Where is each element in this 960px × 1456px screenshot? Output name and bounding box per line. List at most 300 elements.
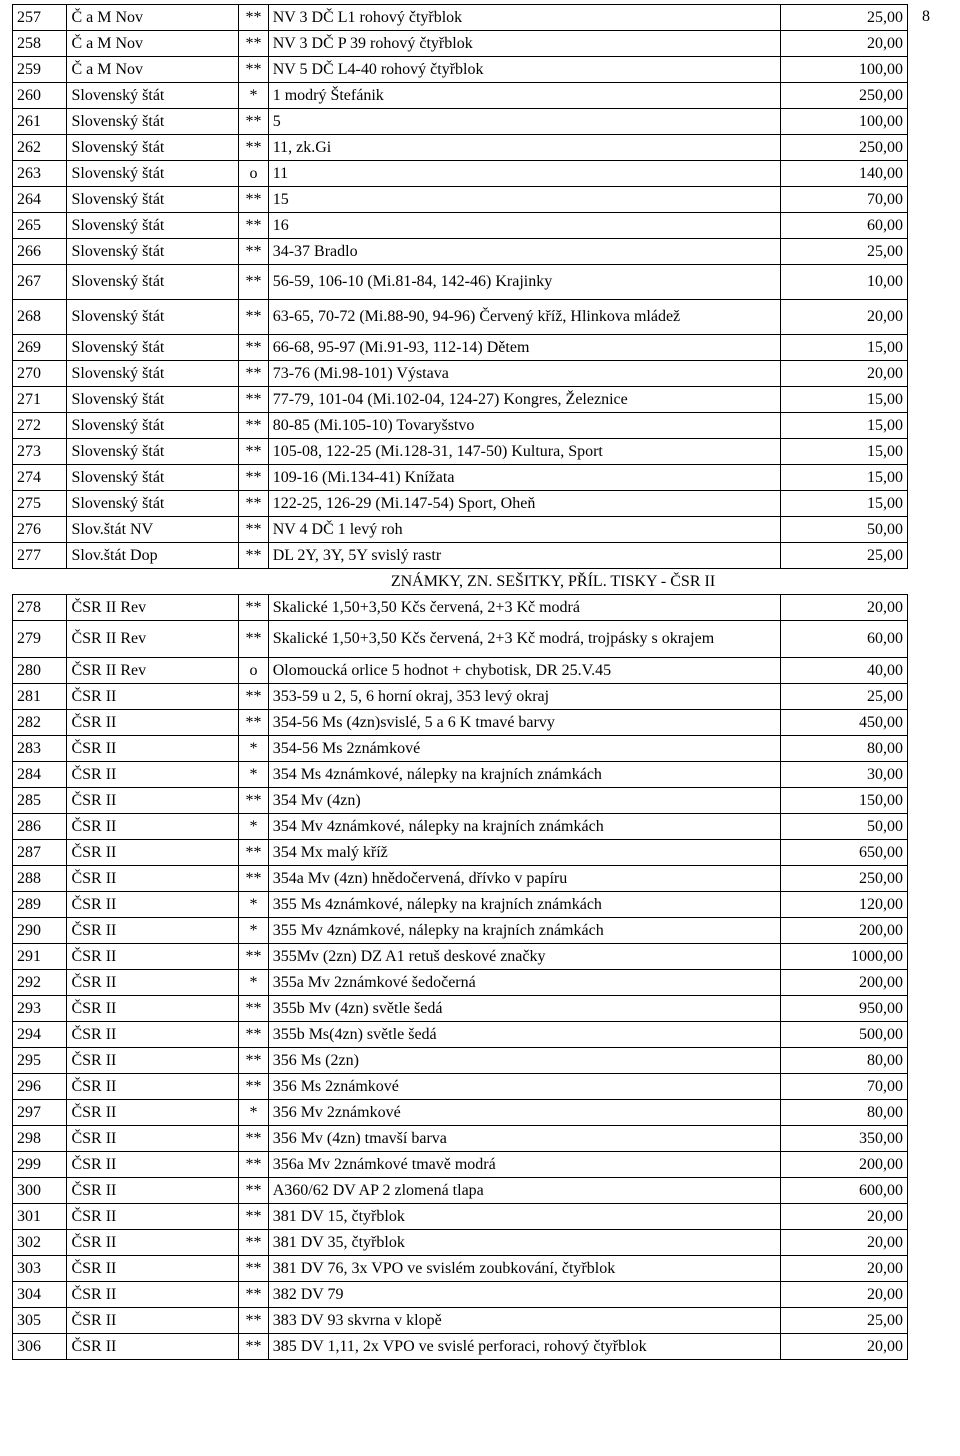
description-cell: 15: [268, 187, 780, 213]
description-cell: 385 DV 1,11, 2x VPO ve svislé perforaci, rohový čtyřblok: [268, 1334, 780, 1360]
country-cell: ČSR II Rev: [67, 595, 239, 621]
section-heading: ZNÁMKY, ZN. SEŠITKY, PŘÍL. TISKY - ČSR II: [13, 569, 908, 595]
lot-number-cell: 257: [13, 5, 67, 31]
description-cell: 63-65, 70-72 (Mi.88-90, 94-96) Červený kříž, Hlinkova mládež: [268, 300, 780, 335]
country-cell: ČSR II: [67, 944, 239, 970]
lot-number-cell: 283: [13, 736, 67, 762]
lot-number-cell: 298: [13, 1126, 67, 1152]
condition-cell: o: [239, 161, 268, 187]
condition-cell: **: [239, 57, 268, 83]
table-row: [13, 1074, 908, 1100]
lot-number-cell: 284: [13, 762, 67, 788]
country-cell: Slov.štát NV: [67, 517, 239, 543]
table-row: [13, 387, 908, 413]
lot-number-cell: 285: [13, 788, 67, 814]
table-row: [13, 814, 908, 840]
lot-number-cell: 272: [13, 413, 67, 439]
price-cell: 250,00: [781, 866, 908, 892]
lot-number-cell: 299: [13, 1152, 67, 1178]
description-cell: NV 3 DČ L1 rohový čtyřblok: [268, 5, 780, 31]
lot-number-cell: 269: [13, 335, 67, 361]
description-cell: 11: [268, 161, 780, 187]
country-cell: ČSR II: [67, 1152, 239, 1178]
price-cell: 200,00: [781, 918, 908, 944]
description-cell: 1 modrý Štefánik: [268, 83, 780, 109]
price-cell: 15,00: [781, 335, 908, 361]
lot-number-cell: 287: [13, 840, 67, 866]
country-cell: Slovenský štát: [67, 465, 239, 491]
price-cell: 20,00: [781, 361, 908, 387]
condition-cell: **: [239, 187, 268, 213]
lot-number-cell: 293: [13, 996, 67, 1022]
description-cell: 353-59 u 2, 5, 6 horní okraj, 353 levý okraj: [268, 684, 780, 710]
lot-number-cell: 306: [13, 1334, 67, 1360]
description-cell: 356 Mv 2známkové: [268, 1100, 780, 1126]
price-cell: 15,00: [781, 387, 908, 413]
lot-number-cell: 260: [13, 83, 67, 109]
lot-number-cell: 302: [13, 1230, 67, 1256]
table-row: [13, 892, 908, 918]
lot-number-cell: 292: [13, 970, 67, 996]
lot-number-cell: 271: [13, 387, 67, 413]
condition-cell: **: [239, 1048, 268, 1074]
price-cell: 15,00: [781, 465, 908, 491]
condition-cell: *: [239, 918, 268, 944]
price-cell: 20,00: [781, 300, 908, 335]
table-row: [13, 465, 908, 491]
lot-number-cell: 288: [13, 866, 67, 892]
condition-cell: **: [239, 109, 268, 135]
condition-cell: **: [239, 1074, 268, 1100]
price-cell: 60,00: [781, 213, 908, 239]
price-cell: 80,00: [781, 736, 908, 762]
table-row: [13, 918, 908, 944]
description-cell: 354-56 Ms 2známkové: [268, 736, 780, 762]
price-cell: 450,00: [781, 710, 908, 736]
description-cell: 355b Ms(4zn) světle šedá: [268, 1022, 780, 1048]
country-cell: ČSR II: [67, 1022, 239, 1048]
table-row: [13, 109, 908, 135]
table-row: [13, 1282, 908, 1308]
country-cell: ČSR II: [67, 840, 239, 866]
catalog-body: [13, 5, 908, 1360]
country-cell: Č a M Nov: [67, 5, 239, 31]
table-row: [13, 57, 908, 83]
condition-cell: **: [239, 465, 268, 491]
country-cell: ČSR II: [67, 1334, 239, 1360]
price-cell: 80,00: [781, 1100, 908, 1126]
condition-cell: **: [239, 1334, 268, 1360]
price-cell: 25,00: [781, 684, 908, 710]
country-cell: Č a M Nov: [67, 31, 239, 57]
price-cell: 20,00: [781, 595, 908, 621]
country-cell: ČSR II: [67, 1256, 239, 1282]
table-row: [13, 736, 908, 762]
table-row: [13, 1152, 908, 1178]
condition-cell: **: [239, 1308, 268, 1334]
country-cell: ČSR II: [67, 1126, 239, 1152]
price-cell: 200,00: [781, 970, 908, 996]
lot-number-cell: 258: [13, 31, 67, 57]
lot-number-cell: 275: [13, 491, 67, 517]
condition-cell: **: [239, 517, 268, 543]
lot-number-cell: 281: [13, 684, 67, 710]
price-cell: 25,00: [781, 1308, 908, 1334]
description-cell: NV 3 DČ P 39 rohový čtyřblok: [268, 31, 780, 57]
price-cell: 20,00: [781, 1334, 908, 1360]
description-cell: 56-59, 106-10 (Mi.81-84, 142-46) Krajinky: [268, 265, 780, 300]
lot-number-cell: 261: [13, 109, 67, 135]
lot-number-cell: 291: [13, 944, 67, 970]
price-cell: 50,00: [781, 814, 908, 840]
condition-cell: **: [239, 944, 268, 970]
condition-cell: *: [239, 1100, 268, 1126]
catalog-table: [12, 4, 908, 1360]
table-row: [13, 1100, 908, 1126]
condition-cell: **: [239, 595, 268, 621]
price-cell: 60,00: [781, 621, 908, 658]
table-row: [13, 1022, 908, 1048]
price-cell: 10,00: [781, 265, 908, 300]
table-row: [13, 239, 908, 265]
table-row: [13, 788, 908, 814]
lot-number-cell: 276: [13, 517, 67, 543]
table-row: [13, 595, 908, 621]
table-row: [13, 684, 908, 710]
lot-number-cell: 267: [13, 265, 67, 300]
table-row: [13, 1126, 908, 1152]
condition-cell: *: [239, 892, 268, 918]
description-cell: 354 Ms 4známkové, nálepky na krajních známkách: [268, 762, 780, 788]
table-row: [13, 970, 908, 996]
description-cell: 381 DV 15, čtyřblok: [268, 1204, 780, 1230]
country-cell: Slovenský štát: [67, 413, 239, 439]
lot-number-cell: 259: [13, 57, 67, 83]
lot-number-cell: 289: [13, 892, 67, 918]
condition-cell: **: [239, 5, 268, 31]
country-cell: Slov.štát Dop: [67, 543, 239, 569]
lot-number-cell: 300: [13, 1178, 67, 1204]
condition-cell: **: [239, 1204, 268, 1230]
description-cell: 11, zk.Gi: [268, 135, 780, 161]
price-cell: 950,00: [781, 996, 908, 1022]
country-cell: ČSR II: [67, 814, 239, 840]
table-row: [13, 1048, 908, 1074]
country-cell: Slovenský štát: [67, 135, 239, 161]
condition-cell: *: [239, 736, 268, 762]
price-cell: 20,00: [781, 1282, 908, 1308]
condition-cell: *: [239, 762, 268, 788]
condition-cell: **: [239, 439, 268, 465]
description-cell: 382 DV 79: [268, 1282, 780, 1308]
lot-number-cell: 286: [13, 814, 67, 840]
price-cell: 20,00: [781, 31, 908, 57]
description-cell: 34-37 Bradlo: [268, 239, 780, 265]
lot-number-cell: 295: [13, 1048, 67, 1074]
table-row: [13, 866, 908, 892]
table-row: [13, 335, 908, 361]
condition-cell: **: [239, 788, 268, 814]
condition-cell: **: [239, 1282, 268, 1308]
condition-cell: **: [239, 387, 268, 413]
section-heading-row: [13, 569, 908, 595]
description-cell: 355Mv (2zn) DZ A1 retuš deskové značky: [268, 944, 780, 970]
table-row: [13, 413, 908, 439]
description-cell: 356 Mv (4zn) tmavší barva: [268, 1126, 780, 1152]
price-cell: 140,00: [781, 161, 908, 187]
country-cell: Slovenský štát: [67, 83, 239, 109]
condition-cell: **: [239, 996, 268, 1022]
country-cell: Slovenský štát: [67, 161, 239, 187]
condition-cell: **: [239, 1178, 268, 1204]
price-cell: 100,00: [781, 109, 908, 135]
price-cell: 80,00: [781, 1048, 908, 1074]
table-row: [13, 491, 908, 517]
country-cell: Slovenský štát: [67, 265, 239, 300]
country-cell: ČSR II: [67, 736, 239, 762]
country-cell: ČSR II Rev: [67, 621, 239, 658]
description-cell: 354a Mv (4zn) hnědočervená, dřívko v papíru: [268, 866, 780, 892]
description-cell: 5: [268, 109, 780, 135]
country-cell: Slovenský štát: [67, 361, 239, 387]
description-cell: DL 2Y, 3Y, 5Y svislý rastr: [268, 543, 780, 569]
price-cell: 25,00: [781, 543, 908, 569]
table-row: [13, 944, 908, 970]
condition-cell: **: [239, 265, 268, 300]
description-cell: 381 DV 35, čtyřblok: [268, 1230, 780, 1256]
table-row: [13, 1308, 908, 1334]
price-cell: 25,00: [781, 239, 908, 265]
description-cell: 16: [268, 213, 780, 239]
country-cell: ČSR II: [67, 1074, 239, 1100]
condition-cell: **: [239, 866, 268, 892]
description-cell: 73-76 (Mi.98-101) Výstava: [268, 361, 780, 387]
country-cell: ČSR II: [67, 996, 239, 1022]
table-row: [13, 710, 908, 736]
lot-number-cell: 301: [13, 1204, 67, 1230]
price-cell: 1000,00: [781, 944, 908, 970]
description-cell: 109-16 (Mi.134-41) Knížata: [268, 465, 780, 491]
country-cell: ČSR II: [67, 1282, 239, 1308]
condition-cell: **: [239, 621, 268, 658]
condition-cell: *: [239, 83, 268, 109]
table-row: [13, 658, 908, 684]
description-cell: A360/62 DV AP 2 zlomená tlapa: [268, 1178, 780, 1204]
lot-number-cell: 297: [13, 1100, 67, 1126]
condition-cell: **: [239, 31, 268, 57]
description-cell: 355a Mv 2známkové šedočerná: [268, 970, 780, 996]
lot-number-cell: 280: [13, 658, 67, 684]
country-cell: Slovenský štát: [67, 187, 239, 213]
table-row: [13, 187, 908, 213]
price-cell: 20,00: [781, 1256, 908, 1282]
table-row: [13, 361, 908, 387]
condition-cell: *: [239, 814, 268, 840]
country-cell: ČSR II: [67, 1230, 239, 1256]
lot-number-cell: 305: [13, 1308, 67, 1334]
condition-cell: **: [239, 239, 268, 265]
condition-cell: **: [239, 1152, 268, 1178]
lot-number-cell: 273: [13, 439, 67, 465]
lot-number-cell: 262: [13, 135, 67, 161]
table-row: [13, 439, 908, 465]
table-row: [13, 1334, 908, 1360]
lot-number-cell: 278: [13, 595, 67, 621]
lot-number-cell: 265: [13, 213, 67, 239]
table-row: [13, 996, 908, 1022]
country-cell: Slovenský štát: [67, 300, 239, 335]
price-cell: 600,00: [781, 1178, 908, 1204]
condition-cell: o: [239, 658, 268, 684]
condition-cell: **: [239, 1230, 268, 1256]
country-cell: Slovenský štát: [67, 491, 239, 517]
lot-number-cell: 268: [13, 300, 67, 335]
description-cell: 354 Mv (4zn): [268, 788, 780, 814]
table-row: [13, 1178, 908, 1204]
description-cell: 356a Mv 2známkové tmavě modrá: [268, 1152, 780, 1178]
table-row: [13, 1204, 908, 1230]
lot-number-cell: 279: [13, 621, 67, 658]
table-row: [13, 83, 908, 109]
lot-number-cell: 263: [13, 161, 67, 187]
description-cell: 354 Mx malý kříž: [268, 840, 780, 866]
country-cell: Č a M Nov: [67, 57, 239, 83]
table-row: [13, 762, 908, 788]
table-row: [13, 265, 908, 300]
description-cell: 381 DV 76, 3x VPO ve svislém zoubkování, čtyřblok: [268, 1256, 780, 1282]
country-cell: Slovenský štát: [67, 213, 239, 239]
price-cell: 15,00: [781, 491, 908, 517]
country-cell: ČSR II: [67, 918, 239, 944]
country-cell: ČSR II: [67, 1100, 239, 1126]
description-cell: 356 Ms (2zn): [268, 1048, 780, 1074]
price-cell: 650,00: [781, 840, 908, 866]
description-cell: 355 Mv 4známkové, nálepky na krajních známkách: [268, 918, 780, 944]
country-cell: ČSR II: [67, 892, 239, 918]
description-cell: 355 Ms 4známkové, nálepky na krajních známkách: [268, 892, 780, 918]
description-cell: 80-85 (Mi.105-10) Tovaryšstvo: [268, 413, 780, 439]
price-cell: 70,00: [781, 1074, 908, 1100]
lot-number-cell: 274: [13, 465, 67, 491]
lot-number-cell: 294: [13, 1022, 67, 1048]
table-row: [13, 1230, 908, 1256]
price-cell: 20,00: [781, 1204, 908, 1230]
description-cell: 66-68, 95-97 (Mi.91-93, 112-14) Dětem: [268, 335, 780, 361]
price-cell: 120,00: [781, 892, 908, 918]
country-cell: Slovenský štát: [67, 109, 239, 135]
price-cell: 100,00: [781, 57, 908, 83]
lot-number-cell: 304: [13, 1282, 67, 1308]
condition-cell: **: [239, 335, 268, 361]
condition-cell: **: [239, 491, 268, 517]
table-row: [13, 621, 908, 658]
country-cell: ČSR II: [67, 970, 239, 996]
description-cell: Olomoucká orlice 5 hodnot + chybotisk, DR 25.V.45: [268, 658, 780, 684]
description-cell: 354 Mv 4známkové, nálepky na krajních známkách: [268, 814, 780, 840]
table-row: [13, 31, 908, 57]
country-cell: ČSR II: [67, 1204, 239, 1230]
condition-cell: **: [239, 1022, 268, 1048]
price-cell: 25,00: [781, 5, 908, 31]
description-cell: 354-56 Ms (4zn)svislé, 5 a 6 K tmavé barvy: [268, 710, 780, 736]
page-number: 8: [922, 8, 930, 25]
country-cell: ČSR II Rev: [67, 658, 239, 684]
description-cell: 105-08, 122-25 (Mi.128-31, 147-50) Kultura, Sport: [268, 439, 780, 465]
condition-cell: **: [239, 840, 268, 866]
condition-cell: **: [239, 684, 268, 710]
description-cell: Skalické 1,50+3,50 Kčs červená, 2+3 Kč modrá, trojpásky s okrajem: [268, 621, 780, 658]
lot-number-cell: 282: [13, 710, 67, 736]
country-cell: ČSR II: [67, 684, 239, 710]
price-cell: 15,00: [781, 439, 908, 465]
lot-number-cell: 296: [13, 1074, 67, 1100]
description-cell: NV 5 DČ L4-40 rohový čtyřblok: [268, 57, 780, 83]
description-cell: NV 4 DČ 1 levý roh: [268, 517, 780, 543]
lot-number-cell: 303: [13, 1256, 67, 1282]
country-cell: ČSR II: [67, 1308, 239, 1334]
table-row: [13, 5, 908, 31]
condition-cell: **: [239, 135, 268, 161]
country-cell: ČSR II: [67, 1048, 239, 1074]
condition-cell: *: [239, 970, 268, 996]
lot-number-cell: 270: [13, 361, 67, 387]
price-cell: 250,00: [781, 135, 908, 161]
condition-cell: **: [239, 300, 268, 335]
condition-cell: **: [239, 361, 268, 387]
lot-number-cell: 266: [13, 239, 67, 265]
table-row: [13, 840, 908, 866]
country-cell: Slovenský štát: [67, 239, 239, 265]
condition-cell: **: [239, 213, 268, 239]
condition-cell: **: [239, 413, 268, 439]
country-cell: ČSR II: [67, 762, 239, 788]
price-cell: 150,00: [781, 788, 908, 814]
table-row: [13, 543, 908, 569]
price-cell: 250,00: [781, 83, 908, 109]
price-cell: 20,00: [781, 1230, 908, 1256]
table-row: [13, 517, 908, 543]
lot-number-cell: 290: [13, 918, 67, 944]
table-row: [13, 300, 908, 335]
lot-number-cell: 277: [13, 543, 67, 569]
country-cell: ČSR II: [67, 866, 239, 892]
price-cell: 15,00: [781, 413, 908, 439]
country-cell: ČSR II: [67, 1178, 239, 1204]
country-cell: Slovenský štát: [67, 335, 239, 361]
table-row: [13, 1256, 908, 1282]
description-cell: Skalické 1,50+3,50 Kčs červená, 2+3 Kč modrá: [268, 595, 780, 621]
lot-number-cell: 264: [13, 187, 67, 213]
price-cell: 200,00: [781, 1152, 908, 1178]
condition-cell: **: [239, 543, 268, 569]
condition-cell: **: [239, 1126, 268, 1152]
description-cell: 355b Mv (4zn) světle šedá: [268, 996, 780, 1022]
condition-cell: **: [239, 710, 268, 736]
price-cell: 50,00: [781, 517, 908, 543]
condition-cell: **: [239, 1256, 268, 1282]
price-cell: 500,00: [781, 1022, 908, 1048]
table-row: [13, 135, 908, 161]
country-cell: Slovenský štát: [67, 439, 239, 465]
description-cell: 383 DV 93 skvrna v klopě: [268, 1308, 780, 1334]
table-row: [13, 213, 908, 239]
price-cell: 70,00: [781, 187, 908, 213]
description-cell: 122-25, 126-29 (Mi.147-54) Sport, Oheň: [268, 491, 780, 517]
country-cell: Slovenský štát: [67, 387, 239, 413]
table-row: [13, 161, 908, 187]
country-cell: ČSR II: [67, 788, 239, 814]
price-cell: 350,00: [781, 1126, 908, 1152]
